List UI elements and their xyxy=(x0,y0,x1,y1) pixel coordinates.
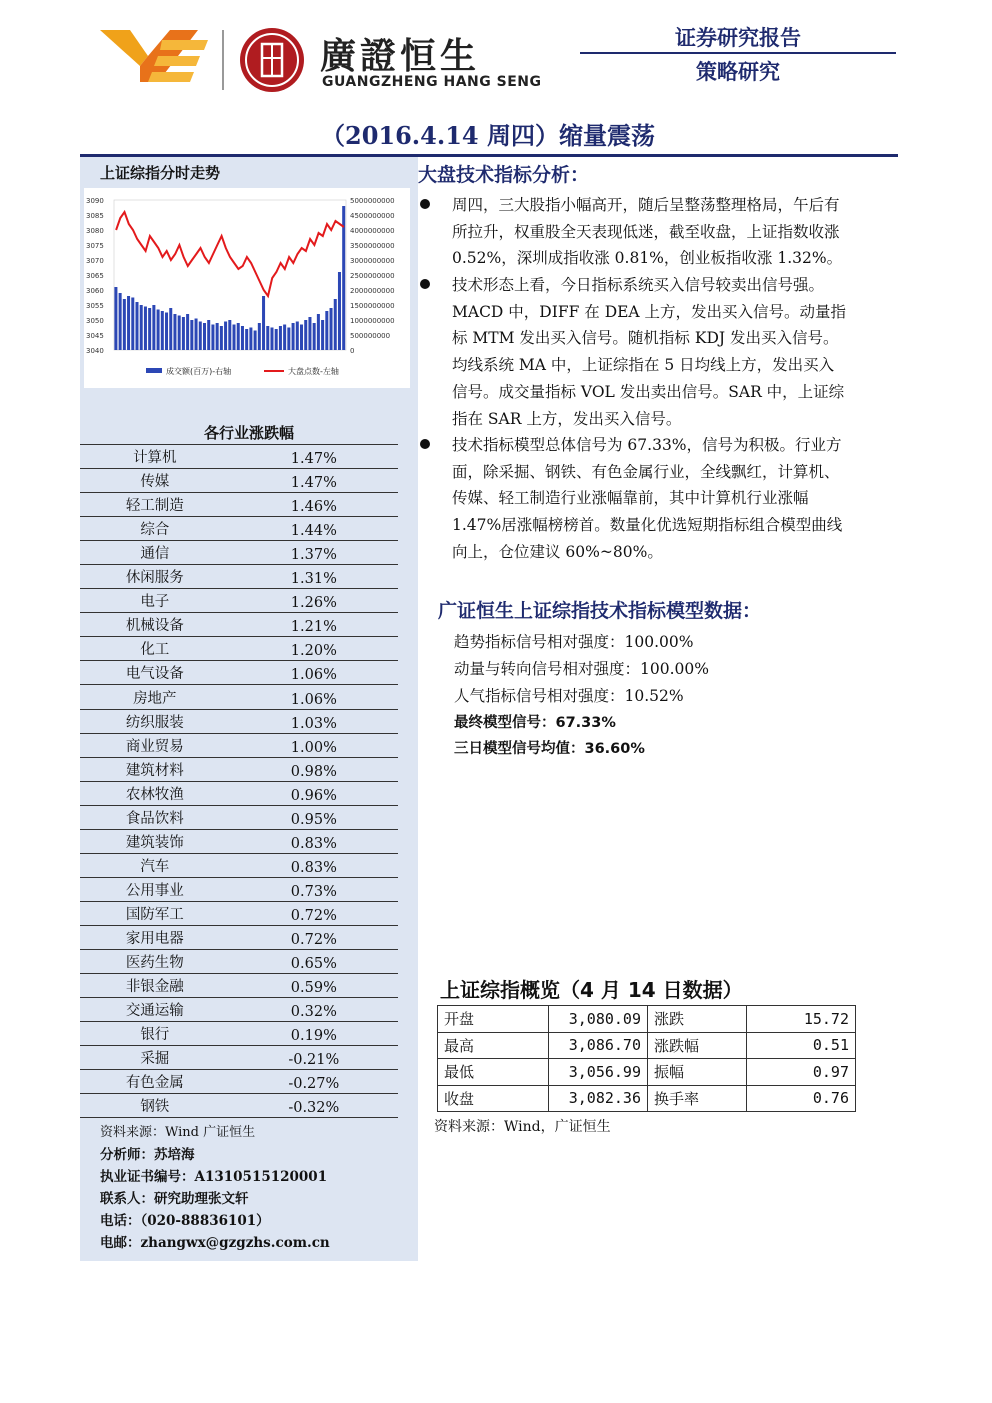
volume-bar xyxy=(207,320,210,350)
industry-change: 1.37% xyxy=(290,547,337,564)
industry-name: 农林牧渔 xyxy=(125,786,184,803)
industry-name: 建筑装饰 xyxy=(125,834,184,851)
industry-row xyxy=(80,998,398,1022)
volume-bar xyxy=(300,325,303,351)
industry-row xyxy=(80,565,398,589)
model-title: 广证恒生上证综指技术指标模型数据： xyxy=(438,600,762,622)
right-tick-label: 3500000000 xyxy=(350,242,395,250)
industry-row xyxy=(80,806,398,830)
overview-source: 资料来源：Wind，广证恒生 xyxy=(434,1119,611,1135)
volume-bar xyxy=(308,317,311,350)
industry-change: 1.06% xyxy=(290,667,337,684)
volume-bar xyxy=(258,323,261,350)
industry-change: 0.72% xyxy=(290,907,337,924)
industry-name: 电气设备 xyxy=(125,666,184,683)
industry-change: 0.96% xyxy=(290,787,337,804)
industry-name: 通信 xyxy=(140,546,170,563)
seal-logo xyxy=(240,28,304,92)
overview-label: 涨跌 xyxy=(648,1006,747,1033)
industry-change: 0.72% xyxy=(290,931,337,948)
bullet-icon xyxy=(420,279,430,289)
analyst-name: 分析师：苏培海 xyxy=(100,1147,195,1163)
overview-label: 振幅 xyxy=(648,1059,747,1086)
overview-label: 开盘 xyxy=(438,1006,549,1033)
volume-bar xyxy=(270,328,273,351)
overview-title: 上证综指概览（4 月 14 日数据） xyxy=(440,978,743,1002)
bullet-icon xyxy=(420,439,430,449)
right-tick-label: 2500000000 xyxy=(350,272,395,280)
model-momentum: 动量与转向信号相对强度：100.00% xyxy=(454,660,709,678)
right-tick-label: 5000000000 xyxy=(350,197,395,205)
industry-row xyxy=(80,445,398,469)
industry-row xyxy=(80,734,398,758)
bullet-icon xyxy=(420,199,430,209)
volume-bar xyxy=(266,326,269,350)
industry-change: 0.19% xyxy=(290,1028,337,1045)
industry-name: 食品饮料 xyxy=(125,810,184,827)
text-line: 面，除采掘、钢铁、有色金属行业，全线飘红，计算机、 xyxy=(452,462,840,481)
model-three-day-signal: 三日模型信号均值：36.60% xyxy=(454,741,645,757)
left-tick-label: 3050 xyxy=(86,317,104,325)
industry-change: 0.95% xyxy=(290,811,337,828)
industry-row xyxy=(80,661,398,685)
volume-bar xyxy=(114,287,117,350)
industry-name: 休闲服务 xyxy=(125,570,184,587)
industry-change: 0.83% xyxy=(290,835,337,852)
overview-value: 15.72 xyxy=(747,1006,856,1033)
industry-change: -0.32% xyxy=(288,1100,340,1117)
industry-row xyxy=(80,1022,398,1046)
ye-logo xyxy=(100,26,210,92)
industry-table-title: 各行业涨跌幅 xyxy=(203,424,294,442)
text-line: 信号。成交量指标 VOL 发出卖出信号。SAR 中，上证综 xyxy=(452,382,845,401)
tech-analysis-title: 大盘技术指标分析： xyxy=(418,164,590,186)
volume-bar xyxy=(262,296,265,350)
volume-bar xyxy=(211,325,214,351)
text-line: 周四，三大股指小幅高开，随后呈整荡整理格局，午后有 xyxy=(452,196,840,214)
industry-name: 非银金融 xyxy=(125,979,184,996)
volume-bar xyxy=(182,317,185,350)
volume-bar xyxy=(195,319,198,351)
volume-bar xyxy=(119,293,122,350)
industry-change: 0.98% xyxy=(290,763,337,780)
industry-change: 1.26% xyxy=(290,595,337,612)
industry-name: 有色金属 xyxy=(125,1075,184,1092)
industry-row xyxy=(80,637,398,661)
volume-bar xyxy=(220,326,223,350)
industry-change: 1.44% xyxy=(290,523,337,540)
contact-email: 电邮：zhangwx@gzgzhs.com.cn xyxy=(100,1235,330,1251)
overview-value: 0.97 xyxy=(747,1059,856,1086)
volume-bar xyxy=(237,323,240,350)
volume-bar xyxy=(140,305,143,350)
volume-bar xyxy=(123,299,126,350)
industry-row xyxy=(80,1070,398,1094)
right-tick-label: 4500000000 xyxy=(350,212,395,220)
industry-name: 钢铁 xyxy=(140,1099,170,1116)
text-line: 1.47%居涨幅榜榜首。数量化优选短期指标组合模型曲线 xyxy=(452,516,843,535)
industry-row xyxy=(80,613,398,637)
industry-row xyxy=(80,493,398,517)
left-tick-label: 3065 xyxy=(86,272,104,280)
volume-bar xyxy=(169,308,172,350)
industry-name: 汽车 xyxy=(140,858,170,875)
report-type: 证券研究报告 xyxy=(675,26,801,50)
header-divider xyxy=(580,52,896,54)
left-tick-label: 3060 xyxy=(86,287,104,295)
volume-bar xyxy=(338,272,341,350)
volume-bar xyxy=(228,320,231,350)
volume-bar xyxy=(254,331,257,351)
volume-bar xyxy=(317,314,320,350)
industry-row xyxy=(80,469,398,493)
industry-name: 公用事业 xyxy=(125,882,184,899)
industry-row xyxy=(80,541,398,565)
industry-name: 计算机 xyxy=(133,450,177,467)
left-tick-label: 3085 xyxy=(86,212,104,220)
industry-name: 传媒 xyxy=(140,474,170,491)
volume-bar xyxy=(131,298,134,351)
industry-change: 1.46% xyxy=(290,499,337,516)
industry-change: 1.03% xyxy=(290,715,337,732)
left-tick-label: 3075 xyxy=(86,242,104,250)
volume-bar xyxy=(173,314,176,350)
industry-change: 0.32% xyxy=(290,1004,337,1021)
legend-volume-swatch xyxy=(146,368,162,373)
overview-row xyxy=(438,1085,856,1112)
overview-row xyxy=(438,1059,856,1086)
right-tick-label: 1000000000 xyxy=(350,317,395,325)
industry-name: 化工 xyxy=(140,642,170,659)
industry-name: 家用电器 xyxy=(125,930,184,947)
volume-bar xyxy=(321,320,324,350)
text-line: 0.52%，深圳成指收涨 0.81%，创业板指收涨 1.32%。 xyxy=(452,249,843,268)
left-tick-label: 3080 xyxy=(86,227,104,235)
overview-value: 0.51 xyxy=(747,1032,856,1059)
industry-row xyxy=(80,854,398,878)
contact-name: 联系人：研究助理张文轩 xyxy=(100,1191,249,1207)
industry-name: 医药生物 xyxy=(125,955,184,972)
industry-row xyxy=(80,878,398,902)
volume-bar xyxy=(199,322,202,351)
industry-change: 1.00% xyxy=(290,739,337,756)
industry-name: 国防军工 xyxy=(125,906,184,923)
left-tick-label: 3090 xyxy=(86,197,104,205)
industry-row xyxy=(80,685,398,709)
intraday-chart-svg xyxy=(84,188,410,388)
industry-change: 1.06% xyxy=(290,691,337,708)
brand-name-cn: 廣證恒生 xyxy=(320,36,481,77)
overview-value: 3,082.36 xyxy=(549,1085,648,1112)
tech-paragraph-3 xyxy=(452,432,898,566)
overview-label: 最高 xyxy=(438,1032,549,1059)
left-tick-label: 3045 xyxy=(86,332,104,340)
volume-bar xyxy=(287,328,290,351)
volume-bar xyxy=(249,328,252,351)
industry-table xyxy=(80,445,398,1118)
overview-value: 0.76 xyxy=(747,1085,856,1112)
industry-row xyxy=(80,710,398,734)
page-title: （2016.4.14 周四）缩量震荡 xyxy=(321,121,655,150)
text-line: 技术形态上看，今日指标系统买入信号较卖出信号强。 xyxy=(452,276,825,294)
volume-bar xyxy=(190,320,193,350)
right-tick-label: 3000000000 xyxy=(350,257,395,265)
volume-bar xyxy=(224,322,227,351)
right-tick-label: 500000000 xyxy=(350,332,391,340)
industry-row xyxy=(80,758,398,782)
volume-bar xyxy=(296,322,299,351)
volume-bar xyxy=(330,308,333,350)
industry-row xyxy=(80,782,398,806)
text-line: 标 MTM 发出买入信号。随机指标 KDJ 发出买入信号。 xyxy=(452,329,839,348)
industry-change: 0.83% xyxy=(290,859,337,876)
industry-change: -0.21% xyxy=(288,1052,340,1069)
volume-bar xyxy=(279,326,282,350)
tech-paragraph-2 xyxy=(452,272,898,432)
analyst-license: 执业证书编号：A1310515120001 xyxy=(100,1169,328,1185)
text-line: 传媒、轻工制造行业涨幅靠前，其中计算机行业涨幅 xyxy=(452,489,809,508)
overview-value: 3,086.70 xyxy=(549,1032,648,1059)
industry-name: 房地产 xyxy=(133,690,177,707)
overview-value: 3,080.09 xyxy=(549,1006,648,1033)
industry-name: 轻工制造 xyxy=(125,498,184,515)
industry-name: 机械设备 xyxy=(125,618,184,635)
industry-row xyxy=(80,950,398,974)
right-tick-label: 4000000000 xyxy=(350,227,395,235)
logo-separator xyxy=(222,30,224,90)
volume-bar xyxy=(304,320,307,350)
model-trend: 趋势指标信号相对强度：100.00% xyxy=(454,633,694,651)
text-line: 均线系统 MA 中，上证综指在 5 日均线上方，发出买入 xyxy=(452,356,835,375)
volume-bar xyxy=(165,313,168,351)
industry-change: 1.47% xyxy=(290,475,337,492)
legend-index-label: 大盘点数-左轴 xyxy=(288,367,339,376)
left-tick-label: 3070 xyxy=(86,257,104,265)
overview-label: 最低 xyxy=(438,1059,549,1086)
industry-change: 1.21% xyxy=(290,619,337,636)
industry-name: 采掘 xyxy=(140,1051,170,1068)
volume-bar xyxy=(313,323,316,350)
industry-row xyxy=(80,1046,398,1070)
chart-title: 上证综指分时走势 xyxy=(100,164,221,182)
overview-table xyxy=(437,1005,856,1112)
volume-bar xyxy=(245,329,248,350)
overview-label: 收盘 xyxy=(438,1085,549,1112)
text-line: 指在 SAR 上方，发出买入信号。 xyxy=(452,409,682,428)
model-popularity: 人气指标信号相对强度：10.52% xyxy=(454,687,684,705)
volume-bar xyxy=(342,206,345,350)
industry-change: 0.73% xyxy=(290,883,337,900)
tech-paragraph-1 xyxy=(452,192,898,272)
industry-row xyxy=(80,926,398,950)
overview-row xyxy=(438,1032,856,1059)
industry-name: 银行 xyxy=(140,1027,170,1044)
volume-bar xyxy=(186,314,189,350)
volume-bar xyxy=(241,326,244,350)
industry-source: 资料来源：Wind 广证恒生 xyxy=(100,1125,256,1140)
industry-name: 综合 xyxy=(140,522,170,539)
industry-row xyxy=(80,517,398,541)
text-line: 技术指标模型总体信号为 67.33%，信号为积极。行业方 xyxy=(452,436,842,454)
brand-name-en: GUANGZHENG HANG SENG xyxy=(322,74,542,90)
contact-phone: 电话：（020-88836101） xyxy=(100,1213,270,1229)
model-final-signal: 最终模型信号：67.33% xyxy=(454,715,616,731)
industry-change: 1.47% xyxy=(290,451,337,468)
text-line: 所拉升，权重股全天表现低迷，截至收盘，上证指数收涨 xyxy=(452,222,840,241)
volume-bar xyxy=(157,310,160,351)
industry-name: 商业贸易 xyxy=(125,738,184,755)
volume-bar xyxy=(161,311,164,350)
volume-bar xyxy=(135,302,138,350)
industry-row xyxy=(80,830,398,854)
volume-bar xyxy=(203,323,206,350)
intraday-chart xyxy=(84,188,410,388)
left-tick-label: 3055 xyxy=(86,302,104,310)
volume-bar xyxy=(325,311,328,350)
industry-row xyxy=(80,902,398,926)
overview-label: 涨跌幅 xyxy=(648,1032,747,1059)
industry-change: 1.20% xyxy=(290,643,337,660)
volume-bar xyxy=(144,307,147,351)
volume-bar xyxy=(334,299,337,350)
industry-change: -0.27% xyxy=(288,1076,340,1093)
volume-bar xyxy=(178,316,181,351)
volume-bar xyxy=(283,325,286,351)
volume-bar xyxy=(216,323,219,350)
right-tick-label: 2000000000 xyxy=(350,287,395,295)
volume-bar xyxy=(292,323,295,350)
industry-change: 1.31% xyxy=(290,571,337,588)
report-category: 策略研究 xyxy=(696,60,780,84)
overview-value: 3,056.99 xyxy=(549,1059,648,1086)
volume-bar xyxy=(127,296,130,350)
industry-change: 0.59% xyxy=(290,980,337,997)
text-line: MACD 中，DIFF 在 DEA 上方，发出买入信号。动量指 xyxy=(452,302,847,321)
industry-row xyxy=(80,974,398,998)
right-tick-label: 1500000000 xyxy=(350,302,395,310)
right-tick-label: 0 xyxy=(350,347,355,355)
volume-bar xyxy=(152,305,155,350)
industry-row xyxy=(80,589,398,613)
volume-bar xyxy=(233,325,236,351)
left-tick-label: 3040 xyxy=(86,347,104,355)
overview-label: 换手率 xyxy=(648,1085,747,1112)
industry-name: 电子 xyxy=(140,594,170,611)
overview-row xyxy=(438,1006,856,1033)
industry-row xyxy=(80,1094,398,1118)
industry-name: 纺织服装 xyxy=(125,714,184,731)
industry-name: 建筑材料 xyxy=(125,762,184,779)
volume-bar xyxy=(275,329,278,350)
legend-volume-label: 成交额(百万)-右轴 xyxy=(166,367,232,376)
volume-bar xyxy=(148,308,151,350)
industry-name: 交通运输 xyxy=(125,1003,184,1020)
text-line: 向上，仓位建议 60%~80%。 xyxy=(452,542,663,561)
industry-change: 0.65% xyxy=(290,956,337,973)
